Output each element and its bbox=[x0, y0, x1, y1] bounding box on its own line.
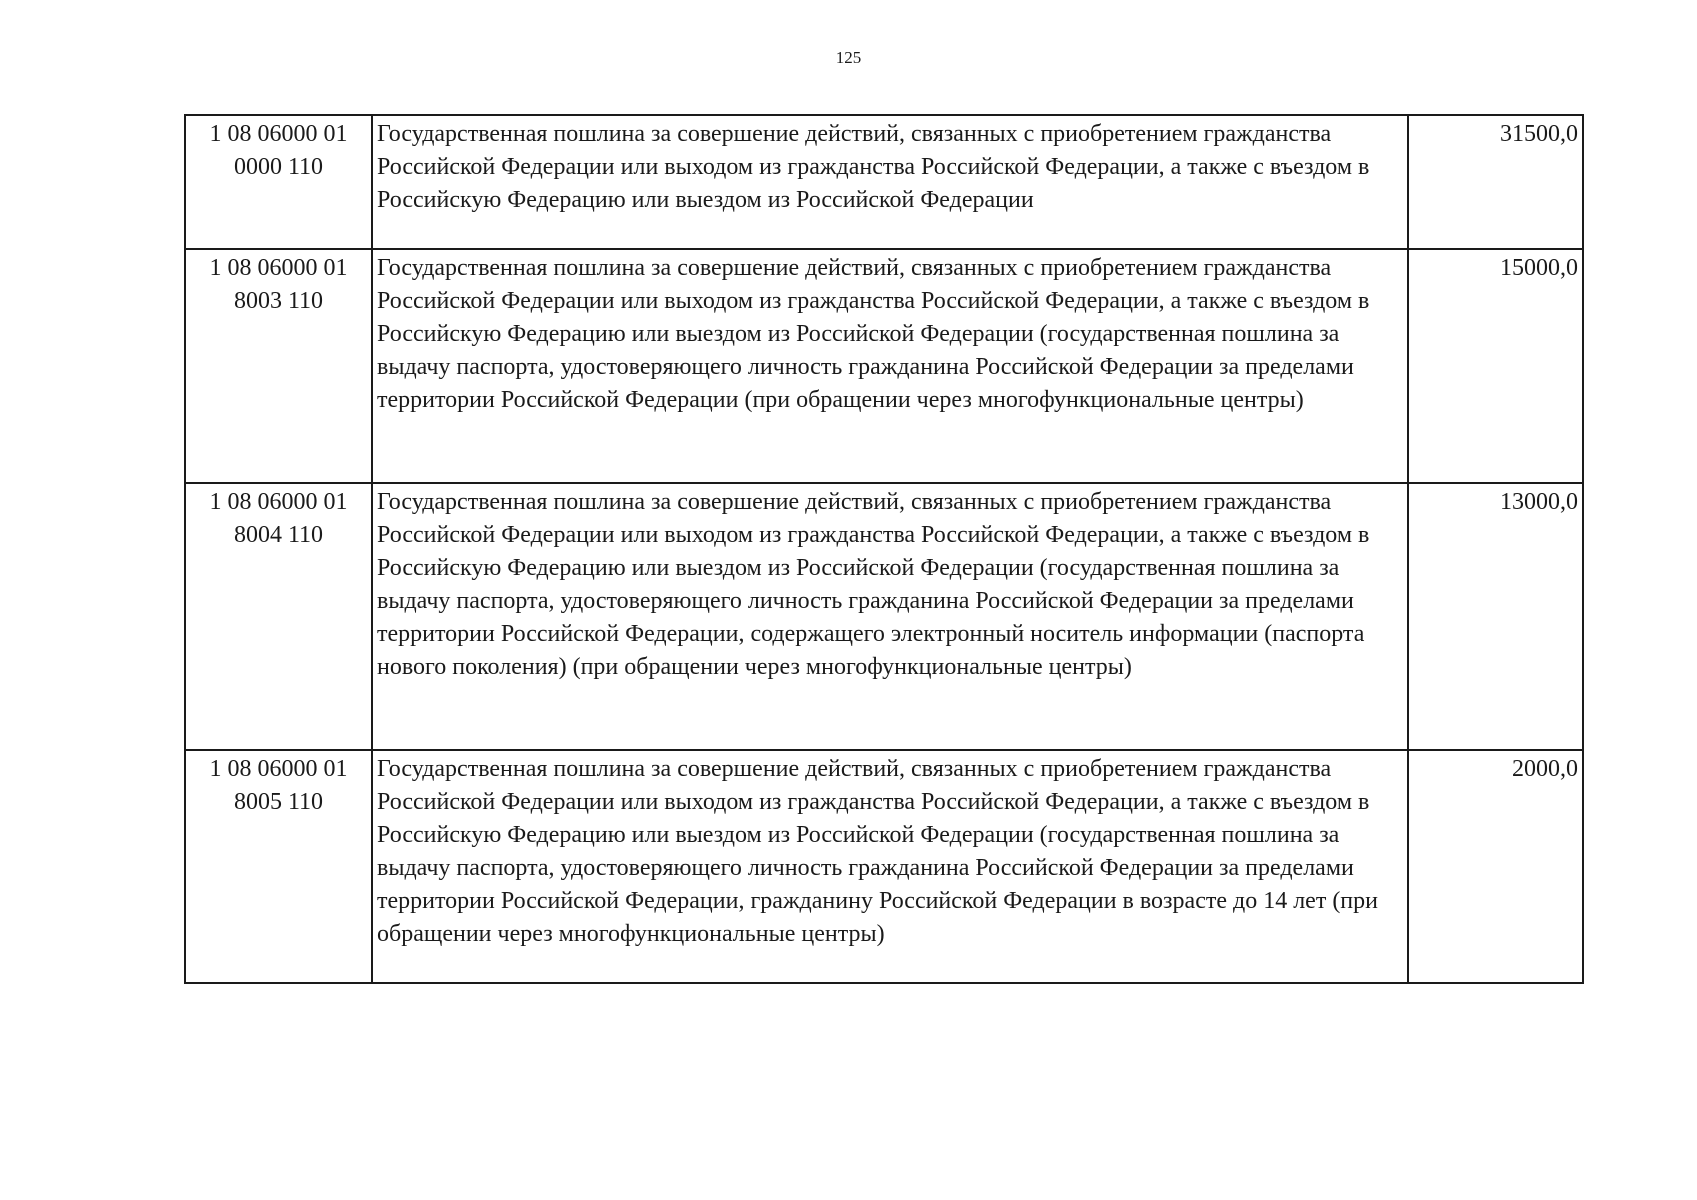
table-row bbox=[185, 750, 1583, 983]
table-row bbox=[185, 483, 1583, 750]
budget-code-cell: 1 08 06000 01 8005 110 bbox=[185, 750, 372, 983]
revenue-name-cell: Государственная пошлина за совершение действий, связанных с приобретением гражданства Российской Федерации или выходом из гражданства Российской Федерации, а также с въездом в Российскую Федерацию или выездом из Российской Федерации (государственная пошлина за выдачу паспорта, удостоверяющего личность гражданина Российской Федерации за пределами территории Российской Федерации, содержащего электронный носитель информации (паспорта нового поколения) (при обращении через многофункциональные центры) bbox=[372, 483, 1408, 750]
revenue-name-cell: Государственная пошлина за совершение действий, связанных с приобретением гражданства Российской Федерации или выходом из гражданства Российской Федерации, а также с въездом в Российскую Федерацию или выездом из Российской Федерации bbox=[372, 115, 1408, 249]
budget-code-cell: 1 08 06000 01 0000 110 bbox=[185, 115, 372, 249]
table-row bbox=[185, 115, 1583, 249]
page-number: 125 bbox=[835, 48, 862, 67]
budget-code-cell: 1 08 06000 01 8003 110 bbox=[185, 249, 372, 483]
revenue-table bbox=[184, 114, 1584, 984]
budget-code-cell: 1 08 06000 01 8004 110 bbox=[185, 483, 372, 750]
amount-cell: 31500,0 bbox=[1408, 115, 1583, 249]
revenue-name-cell: Государственная пошлина за совершение действий, связанных с приобретением гражданства Российской Федерации или выходом из гражданства Российской Федерации, а также с въездом в Российскую Федерацию или выездом из Российской Федерации (государственная пошлина за выдачу паспорта, удостоверяющего личность гражданина Российской Федерации за пределами территории Российской Федерации, гражданину Российской Федерации в возрасте до 14 лет (при обращении через многофункциональные центры) bbox=[372, 750, 1408, 983]
revenue-name-cell: Государственная пошлина за совершение действий, связанных с приобретением гражданства Российской Федерации или выходом из гражданства Российской Федерации, а также с въездом в Российскую Федерацию или выездом из Российской Федерации (государственная пошлина за выдачу паспорта, удостоверяющего личность гражданина Российской Федерации за пределами территории Российской Федерации (при обращении через многофункциональные центры) bbox=[372, 249, 1408, 483]
amount-cell: 2000,0 bbox=[1408, 750, 1583, 983]
amount-cell: 15000,0 bbox=[1408, 249, 1583, 483]
amount-cell: 13000,0 bbox=[1408, 483, 1583, 750]
table-row bbox=[185, 249, 1583, 483]
